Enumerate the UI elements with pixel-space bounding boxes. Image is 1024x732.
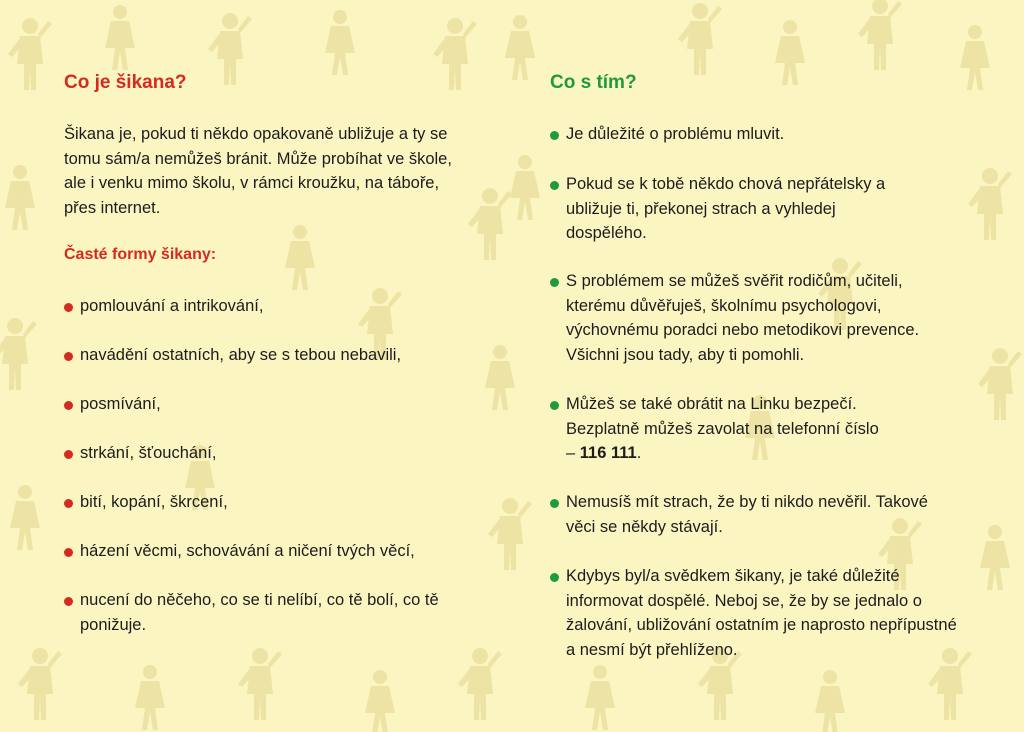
green-bullet-icon [550, 401, 559, 410]
hotline-phone-number: 116 111 [579, 444, 637, 462]
red-bullet-icon [64, 499, 73, 508]
form-list-item: navádění ostatních, aby se s tebou nebavili, [64, 343, 480, 368]
advice-list-item: Je důležité o problému mluvit. [550, 122, 966, 147]
green-bullet-icon [550, 573, 559, 582]
advice-list-item: Pokud se k tobě někdo chová nepřátelsky a ubližuje ti, překonej strach a vyhledej dospělého. [550, 172, 896, 246]
forms-subheading: Časté formy šikany: [64, 246, 217, 263]
red-bullet-icon [64, 303, 73, 312]
form-list-item: házení věcmi, schovávání a ničení tvých věcí, [64, 539, 480, 564]
red-bullet-icon [64, 450, 73, 459]
advice-list-item: S problémem se můžeš svěřit rodičům, učiteli, kterému důvěřuješ, školnímu psychologovi, výchovnému poradci nebo metodikovi prevence. Všichni jsou tady, aby ti pomohli. [550, 269, 951, 367]
form-list-item: bití, kopání, škrcení, [64, 490, 480, 515]
red-bullet-icon [64, 548, 73, 557]
green-bullet-icon [550, 131, 559, 140]
red-bullet-icon [64, 401, 73, 410]
form-list-item: pomlouvání a intrikování, [64, 294, 480, 319]
advice-list-item: Můžeš se také obrátit na Linku bezpečí. Bezplatně můžeš zavolat na telefonní číslo – 116 111. [550, 392, 886, 466]
green-bullet-icon [550, 499, 559, 508]
heading-what-to-do: Co s tím? [550, 72, 637, 93]
form-list-item: strkání, šťouchání, [64, 441, 480, 466]
heading-what-is-bullying: Co je šikana? [64, 72, 187, 93]
intro-paragraph: Šikana je, pokud ti někdo opakovaně ubližuje a ty se tomu sám/a nemůžeš bránit. Může probíhat ve škole, ale i venku mimo školu, v rámci kroužku, na táboře, přes internet. [64, 125, 452, 217]
advice-list-item: Nemusíš mít strach, že by ti nikdo nevěřil. Takové věci se někdy stávají. [550, 490, 936, 539]
form-list-item: nucení do něčeho, co se ti nelíbí, co tě bolí, co tě ponižuje. [64, 588, 440, 637]
red-bullet-icon [64, 352, 73, 361]
form-list-item: posmívání, [64, 392, 480, 417]
green-bullet-icon [550, 181, 559, 190]
green-bullet-icon [550, 278, 559, 287]
advice-list-item: Kdybys byl/a svědkem šikany, je také důležité informovat dospělé. Neboj se, že by se jednalo o žalování, ubližování ostatním je naprosto nepřípustné a nesmí být přehlíženo. [550, 564, 966, 662]
red-bullet-icon [64, 597, 73, 606]
